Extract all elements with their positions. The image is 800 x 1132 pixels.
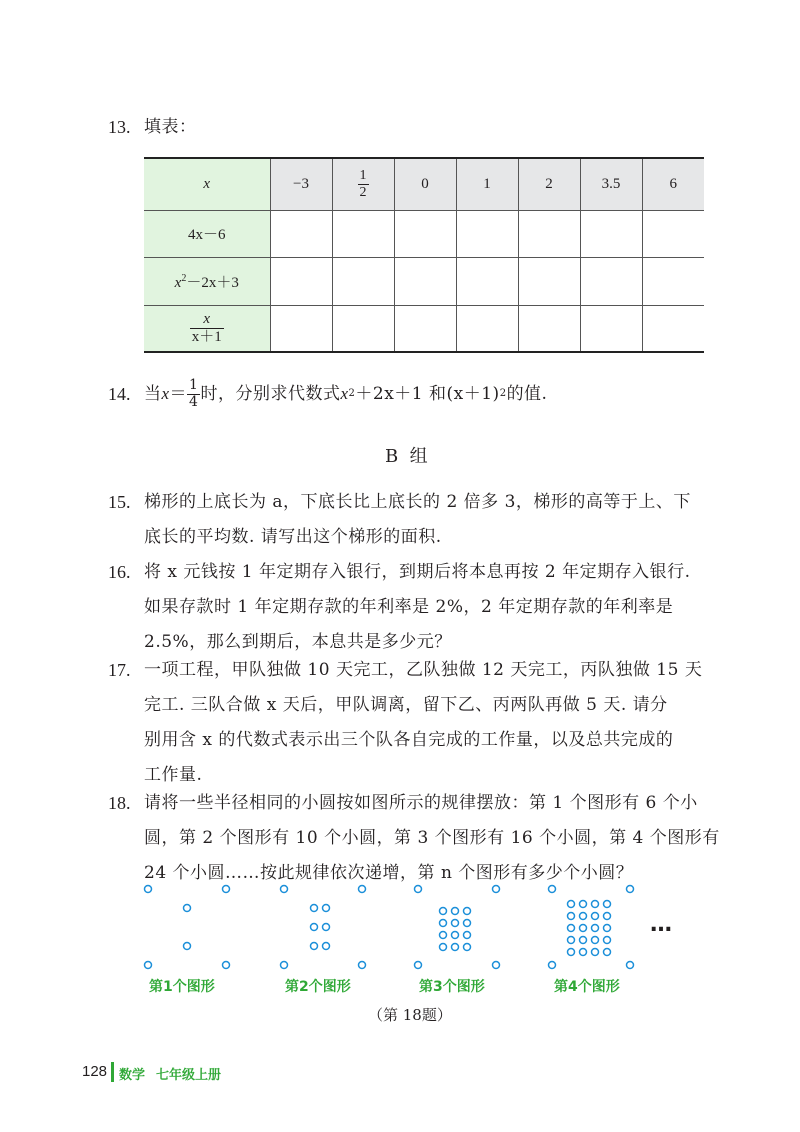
- blank-cell[interactable]: [580, 210, 642, 257]
- blank-cell[interactable]: [332, 210, 394, 257]
- blank-cell[interactable]: [456, 210, 518, 257]
- blank-cell[interactable]: [456, 257, 518, 305]
- blank-cell[interactable]: [518, 305, 580, 352]
- header-cell: 3.5: [580, 158, 642, 210]
- value-table: [144, 157, 704, 353]
- table-row: [144, 305, 704, 352]
- blank-cell[interactable]: [394, 305, 456, 352]
- q13-text: 填表：: [144, 117, 197, 137]
- blank-cell[interactable]: [270, 305, 332, 352]
- header-cell: −3: [270, 158, 332, 210]
- figure-4-circles: [549, 886, 634, 969]
- row-label: 4x－6: [144, 210, 270, 257]
- q18-number: 18.: [108, 793, 131, 813]
- row-label: $x^2-2x+3$: [144, 257, 270, 305]
- figure-caption-1: 第1个图形: [149, 979, 215, 995]
- figure-caption-2: 第2个图形: [285, 979, 351, 995]
- blank-cell[interactable]: [332, 257, 394, 305]
- header-var: x: [144, 158, 270, 210]
- q17-text: 一项工程，甲队独做 10 天完工，乙队独做 12 天完工，丙队独做 15 天 完工. 三队合做 x 天后，甲队调离，留下乙、丙两队再做 5 天. 请分 别用含 x 的代数式表示出三个队各自完成的工作量，以及总共完成的 工作量.: [144, 660, 703, 785]
- table-row: [144, 210, 704, 257]
- header-cell-fraction: $\frac{1}{2}$: [332, 158, 394, 210]
- blank-cell[interactable]: [642, 305, 704, 352]
- q17-number: 17.: [108, 660, 131, 680]
- footer-divider: [111, 1062, 114, 1082]
- row-label-fraction: $\frac{x}{x+1}$: [144, 305, 270, 352]
- q16-number: 16.: [108, 562, 131, 582]
- blank-cell[interactable]: [456, 305, 518, 352]
- section-heading: B 组: [385, 446, 428, 467]
- ellipsis: …: [650, 912, 672, 937]
- blank-cell[interactable]: [580, 305, 642, 352]
- blank-cell[interactable]: [394, 210, 456, 257]
- page-number: 128: [82, 1063, 108, 1080]
- circle-pattern-figure: [0, 880, 800, 970]
- q18-text: 请将一些半径相同的小圆按如图所示的规律摆放：第 1 个图形有 6 个小 圆，第 2 个图形有 10 个小圆，第 3 个图形有 16 个小圆，第 4 个图形有 24 个小圆……按此规律依次递增，第 n 个图形有多少个小圆？: [144, 793, 720, 883]
- table-row: [144, 257, 704, 305]
- q16-text: 将 x 元钱按 1 年定期存入银行，到期后将本息再按 2 年定期存入银行. 如果存款时 1 年定期存款的年利率是 2%，2 年定期存款的年利率是 2.5%，那么到期后，本息共是多少元？: [144, 562, 691, 652]
- blank-cell[interactable]: [518, 210, 580, 257]
- header-cell: 0: [394, 158, 456, 210]
- q14-text: 当 x ＝ $\frac{1}{4}$ 时，分别求代数式 x 2 ＋2x＋1 和(x＋1) 2 的值.: [144, 377, 548, 410]
- header-cell: 6: [642, 158, 704, 210]
- blank-cell[interactable]: [518, 257, 580, 305]
- header-cell: 2: [518, 158, 580, 210]
- q13-number: 13.: [108, 117, 131, 137]
- footer-grade: 七年级上册: [156, 1068, 222, 1083]
- footer-subject: 数学: [119, 1068, 146, 1083]
- figure-3-circles: [415, 886, 500, 969]
- figure-1-circles: [145, 886, 230, 969]
- blank-cell[interactable]: [642, 257, 704, 305]
- blank-cell[interactable]: [642, 210, 704, 257]
- figure-caption-3: 第3个图形: [419, 979, 485, 995]
- blank-cell[interactable]: [394, 257, 456, 305]
- header-cell: 1: [456, 158, 518, 210]
- table-header-row: [144, 158, 704, 210]
- blank-cell[interactable]: [270, 257, 332, 305]
- figure-title: （第 18题）: [368, 1006, 452, 1024]
- blank-cell[interactable]: [332, 305, 394, 352]
- q15-text: 梯形的上底长为 a，下底长比上底长的 2 倍多 3，梯形的高等于上、下 底长的平均数. 请写出这个梯形的面积.: [144, 492, 691, 547]
- blank-cell[interactable]: [580, 257, 642, 305]
- figure-caption-4: 第4个图形: [554, 979, 620, 995]
- q15-number: 15.: [108, 492, 131, 512]
- blank-cell[interactable]: [270, 210, 332, 257]
- q14-number: 14.: [108, 384, 131, 404]
- figure-2-circles: [281, 886, 366, 969]
